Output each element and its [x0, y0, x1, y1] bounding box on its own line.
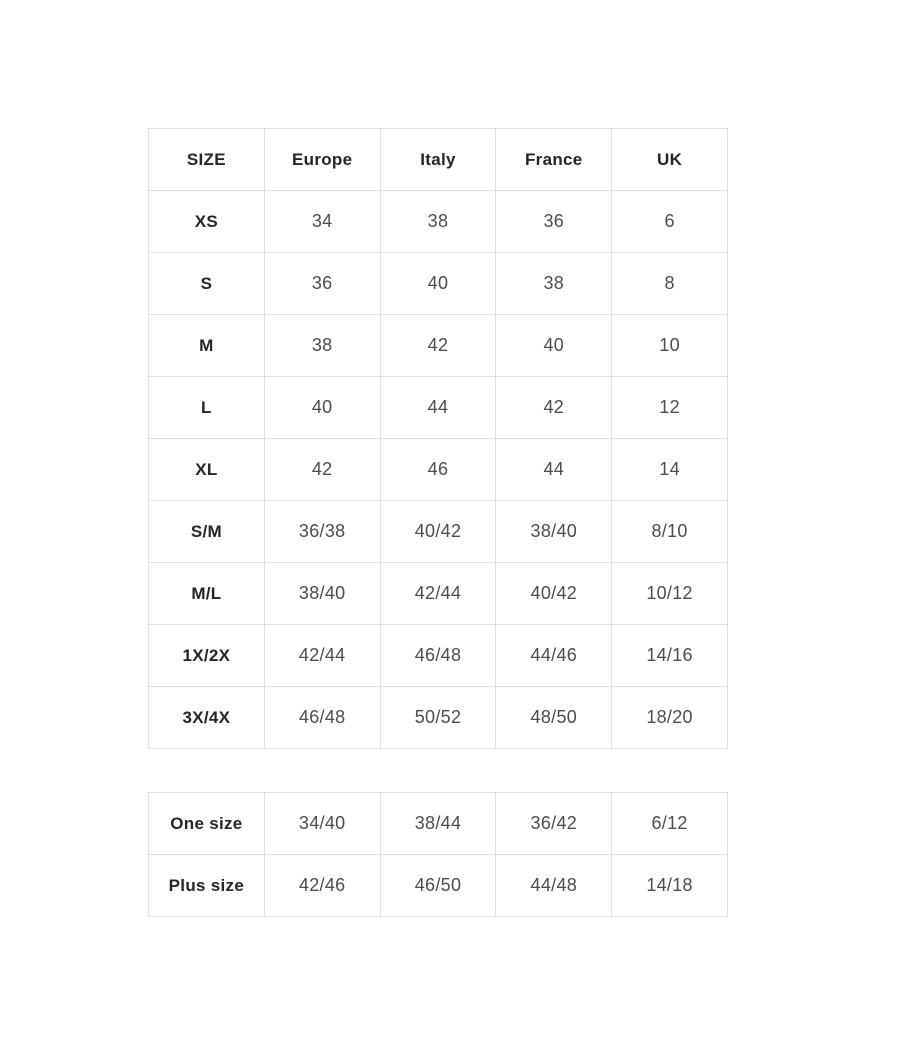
- table-row: [149, 377, 728, 439]
- size-value-cell: 44/48: [496, 855, 612, 917]
- size-value-cell: 40/42: [496, 563, 612, 625]
- size-value-cell: 42/46: [264, 855, 380, 917]
- size-value-cell: 46/50: [380, 855, 496, 917]
- size-value-cell: 14/16: [612, 625, 728, 687]
- column-header-italy: Italy: [380, 129, 496, 191]
- size-value-cell: 36: [264, 253, 380, 315]
- size-value-cell: 44: [496, 439, 612, 501]
- size-value-cell: 48/50: [496, 687, 612, 749]
- column-header-france: France: [496, 129, 612, 191]
- size-value-cell: 46/48: [380, 625, 496, 687]
- table-row: [149, 315, 728, 377]
- size-value-cell: 42: [380, 315, 496, 377]
- size-value-cell: 36/42: [496, 793, 612, 855]
- column-header-europe: Europe: [264, 129, 380, 191]
- size-value-cell: 42: [496, 377, 612, 439]
- size-value-cell: 36/38: [264, 501, 380, 563]
- size-value-cell: 10: [612, 315, 728, 377]
- size-label-cell: S: [149, 253, 265, 315]
- size-value-cell: 46/48: [264, 687, 380, 749]
- size-value-cell: 34/40: [264, 793, 380, 855]
- size-label-cell: M/L: [149, 563, 265, 625]
- size-value-cell: 40: [380, 253, 496, 315]
- size-value-cell: 12: [612, 377, 728, 439]
- size-value-cell: 44: [380, 377, 496, 439]
- size-label-cell: Plus size: [149, 855, 265, 917]
- size-value-cell: 40/42: [380, 501, 496, 563]
- size-label-cell: One size: [149, 793, 265, 855]
- table-row: [149, 687, 728, 749]
- special-sizes-table: [148, 792, 728, 917]
- size-value-cell: 36: [496, 191, 612, 253]
- size-label-cell: L: [149, 377, 265, 439]
- size-value-cell: 18/20: [612, 687, 728, 749]
- table-row: [149, 625, 728, 687]
- size-value-cell: 44/46: [496, 625, 612, 687]
- size-value-cell: 40: [496, 315, 612, 377]
- size-value-cell: 42/44: [380, 563, 496, 625]
- size-label-cell: XS: [149, 191, 265, 253]
- size-value-cell: 34: [264, 191, 380, 253]
- size-label-cell: 1X/2X: [149, 625, 265, 687]
- size-conversion-table: [148, 128, 728, 749]
- table-row: [149, 855, 728, 917]
- size-value-cell: 8: [612, 253, 728, 315]
- size-value-cell: 38: [496, 253, 612, 315]
- size-value-cell: 14/18: [612, 855, 728, 917]
- size-value-cell: 38/40: [496, 501, 612, 563]
- size-value-cell: 38/44: [380, 793, 496, 855]
- size-value-cell: 38: [380, 191, 496, 253]
- size-value-cell: 38/40: [264, 563, 380, 625]
- size-value-cell: 46: [380, 439, 496, 501]
- size-value-cell: 50/52: [380, 687, 496, 749]
- size-label-cell: M: [149, 315, 265, 377]
- size-label-cell: 3X/4X: [149, 687, 265, 749]
- column-header-size: SIZE: [149, 129, 265, 191]
- size-value-cell: 14: [612, 439, 728, 501]
- table-row: [149, 501, 728, 563]
- column-header-uk: UK: [612, 129, 728, 191]
- size-value-cell: 8/10: [612, 501, 728, 563]
- size-value-cell: 6/12: [612, 793, 728, 855]
- table-row: [149, 439, 728, 501]
- size-value-cell: 6: [612, 191, 728, 253]
- table-row: [149, 191, 728, 253]
- table-row: [149, 793, 728, 855]
- size-label-cell: XL: [149, 439, 265, 501]
- table-row: [149, 563, 728, 625]
- size-value-cell: 38: [264, 315, 380, 377]
- size-value-cell: 10/12: [612, 563, 728, 625]
- header-row: [149, 129, 728, 191]
- size-value-cell: 40: [264, 377, 380, 439]
- size-value-cell: 42/44: [264, 625, 380, 687]
- size-value-cell: 42: [264, 439, 380, 501]
- table-row: [149, 253, 728, 315]
- size-label-cell: S/M: [149, 501, 265, 563]
